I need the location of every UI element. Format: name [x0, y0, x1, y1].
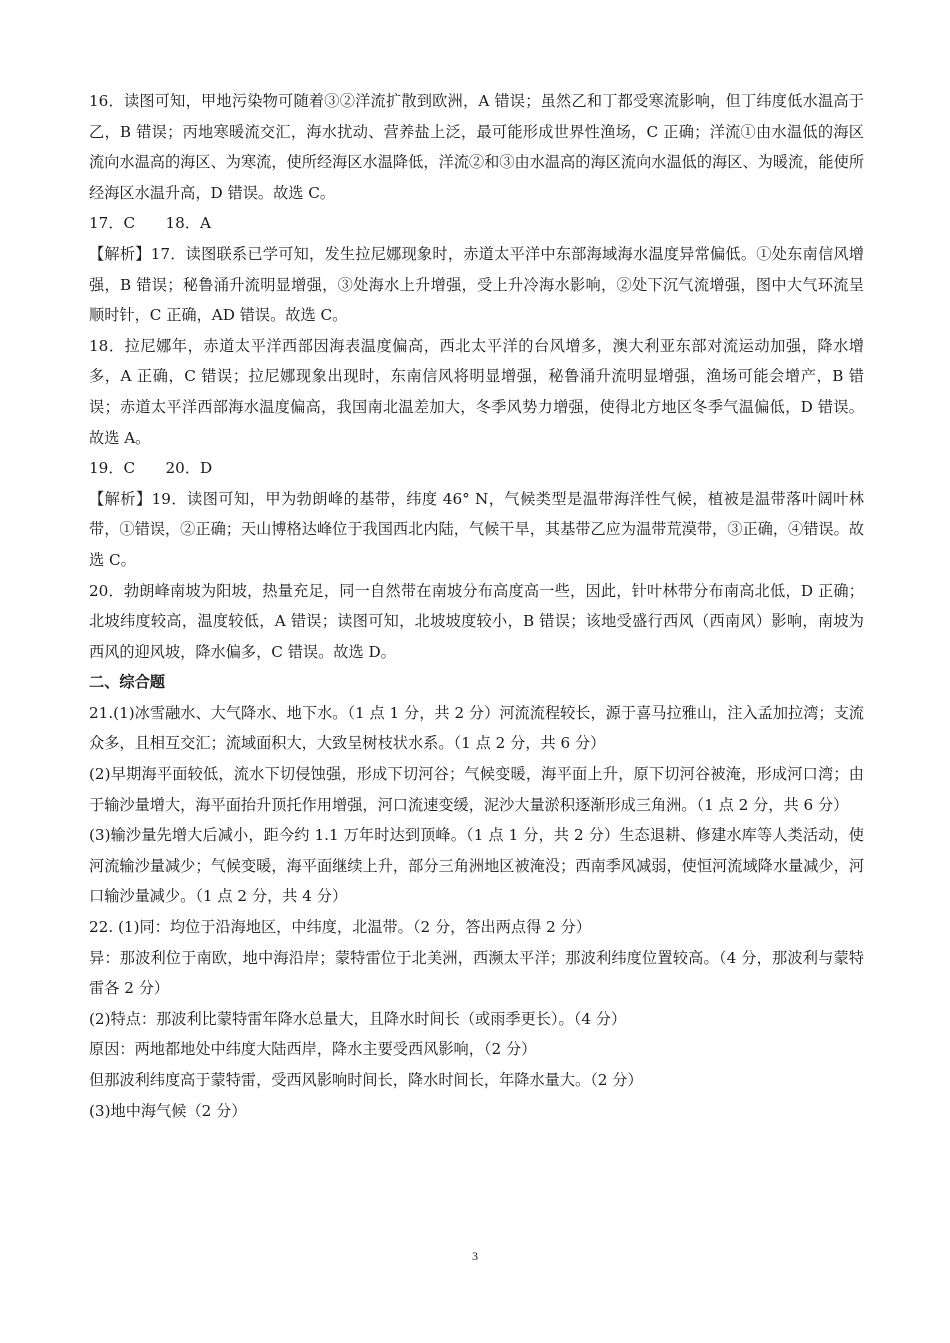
paragraph-q22-1-same: 22. (1)同：均位于沿海地区，中纬度，北温带。（2 分，答出两点得 2 分） [89, 918, 591, 937]
paragraph-q19-analysis: 【解析】19．读图可知，甲为勃朗峰的基带，纬度 46° N，气候类型是温带海洋性气候，植被是温带落叶阔叶林带，①错误，②正确；天山博格达峰位于我国西北内陆，气候干旱，其基带乙应为温带荒漠带，③正确，④错误。故选 C。 [89, 489, 864, 569]
answer-line-19-20: 19．C 20．D [89, 459, 213, 478]
paragraph-q22-2-reason: 原因：两地都地处中纬度大陆西岸，降水主要受西风影响，（2 分） [89, 1040, 537, 1059]
paragraph-q22-2-feature: (2)特点：那波利比蒙特雷年降水总量大，且降水时间长（或雨季更长）。（4 分） [89, 1009, 627, 1028]
paragraph-q17-analysis: 【解析】17．读图联系已学可知，发生拉尼娜现象时，赤道太平洋中东部海域海水温度异常偏低。①处东南信风增强，B 错误；秘鲁涌升流明显增强，③处海水上升增强，受上升冷海水影响，②处下沉气流增强，图中大气环流呈顺时针，C 正确，AD 错误。故选 C。 [89, 244, 864, 325]
paragraph-q21-3: (3)输沙量先增大后减小，距今约 1.1 万年时达到顶峰。（1 点 1 分，共 2 分）生态退耕、修建水库等人类活动，使河流输沙量减少；气候变暖，海平面继续上升，部分三角洲地区被淹没；西南季风减弱，使恒河流域降水量减少，河口输沙量减少。（1 点 2 分，共 4 分） [89, 826, 864, 906]
document-body [89, 86, 864, 1126]
paragraph-q21-2: (2)早期海平面较低，流水下切侵蚀强，形成下切河谷；气候变暖，海平面上升，原下切河谷被淹，形成河口湾；由于输沙量增大，海平面抬升顶托作用增强，河口流速变缓，泥沙大量淤积逐渐形成三角洲。（1 点 2 分，共 6 分） [89, 765, 864, 814]
paragraph-q20: 20．勃朗峰南坡为阳坡，热量充足，同一自然带在南坡分布高度高一些，因此，针叶林带分布南高北低，D 正确；北坡纬度较高，温度较低，A 错误；读图可知，北坡坡度较小，B 错误；该地受盛行西风（西南风）影响，南坡为西风的迎风坡，降水偏多，C 错误。故选 D。 [89, 581, 864, 661]
answer-line-17-18: 17．C 18．A [89, 214, 211, 233]
paragraph-q22-3: (3)地中海气候（2 分） [89, 1101, 247, 1120]
paragraph-q16: 16．读图可知，甲地污染物可随着③②洋流扩散到欧洲，A 错误；虽然乙和丁都受寒流影响，但丁纬度低水温高于乙，B 错误；丙地寒暖流交汇，海水扰动、营养盐上泛，最可能形成世界性渔场，C 正确；洋流①由水温低的海区流向水温高的海区、为寒流，使所经海区水温降低，洋流②和③由水温高的海区流向水温低的海区、为暖流，能使所经海区水温升高，D 错误。故选 C。 [89, 92, 864, 202]
paragraph-q18: 18．拉尼娜年，赤道太平洋西部因海表温度偏高，西北太平洋的台风增多，澳大利亚东部对流运动加强，降水增多，A 正确，C 错误；拉尼娜现象出现时，东南信风将明显增强，秘鲁涌升流明显增强，渔场可能会增产，B 错误；赤道太平洋西部海水温度偏高，我国南北温差加大，冬季风势力增强，使得北方地区冬季气温偏低，D 错误。故选 A。 [89, 336, 864, 447]
page-number: 3 [472, 1249, 478, 1263]
section-heading: 二、综合题 [89, 673, 165, 692]
paragraph-q21-1: 21.(1)冰雪融水、大气降水、地下水。（1 点 1 分，共 2 分）河流流程较长，源于喜马拉雅山，注入孟加拉湾；支流众多，且相互交汇；流域面积大，大致呈树枝状水系。（1 点 2 分，共 6 分） [89, 703, 864, 753]
paragraph-q22-1-diff: 异：那波利位于南欧，地中海沿岸；蒙特雷位于北美洲，西濒太平洋；那波利纬度位置较高。（4 分，那波利与蒙特雷各 2 分） [89, 948, 864, 998]
paragraph-q22-2-reason-cont: 但那波利纬度高于蒙特雷，受西风影响时间长，降水时间长，年降水量大。（2 分） [89, 1071, 643, 1089]
